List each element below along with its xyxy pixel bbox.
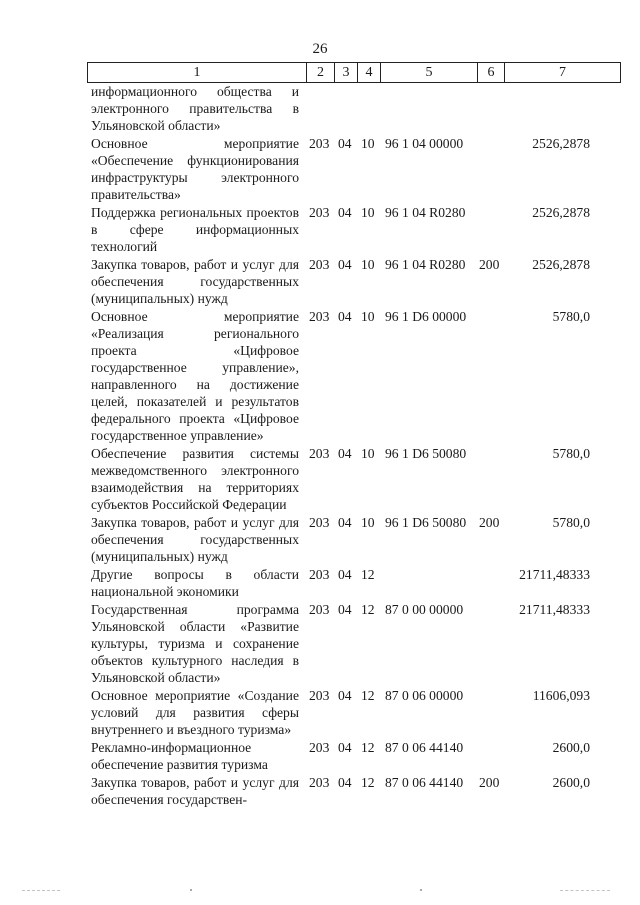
row-target-article: 96 1 04 R0280	[385, 257, 466, 272]
row-name: Закупка товаров, работ и услуг для обеспечения государствен-	[91, 775, 299, 807]
row-target-article: 87 0 06 00000	[385, 688, 464, 703]
table-row	[0, 601, 640, 686]
scan-artifact-line	[560, 890, 610, 891]
row-subsection-code: 10	[361, 205, 375, 220]
row-subsection-code: 10	[361, 446, 375, 461]
column-header-6: 6	[478, 63, 505, 83]
scan-artifact-dot	[420, 889, 422, 891]
row-amount: 21711,48333	[519, 567, 590, 582]
column-header-5: 5	[381, 63, 478, 83]
row-amount: 11606,093	[532, 688, 590, 703]
row-name: информационного общества и электронного правительства в Ульяновской области»	[91, 84, 299, 133]
scan-artifact-dot	[190, 889, 192, 891]
column-header-7: 7	[505, 63, 621, 83]
row-amount: 2526,2878	[532, 136, 590, 151]
row-amount: 2600,0	[552, 740, 590, 755]
column-header-1: 1	[88, 63, 307, 83]
row-amount: 21711,48333	[519, 602, 590, 617]
table-row	[0, 256, 640, 307]
row-section-code: 04	[338, 602, 352, 617]
row-target-article: 87 0 00 00000	[385, 602, 464, 617]
row-section-code: 04	[338, 136, 352, 151]
row-section-code: 04	[338, 567, 352, 582]
row-ministry-code: 203	[309, 257, 330, 272]
row-target-article: 96 1 D6 50080	[385, 515, 467, 530]
row-name: Основное мероприятие «Реализация регионального проекта «Цифровое государственное управление», направленного на достижение целей, показателей и результатов федерального проекта «Цифровое государственное управление»	[91, 309, 299, 443]
table-row	[0, 566, 640, 600]
row-section-code: 04	[338, 688, 352, 703]
row-target-article: 96 1 D6 00000	[385, 309, 467, 324]
row-expense-type: 200	[479, 775, 500, 790]
row-section-code: 04	[338, 205, 352, 220]
row-ministry-code: 203	[309, 602, 330, 617]
row-subsection-code: 12	[361, 775, 375, 790]
column-header-3: 3	[335, 63, 358, 83]
row-ministry-code: 203	[309, 136, 330, 151]
row-amount: 5780,0	[552, 446, 590, 461]
row-section-code: 04	[338, 309, 352, 324]
row-ministry-code: 203	[309, 446, 330, 461]
row-section-code: 04	[338, 257, 352, 272]
row-ministry-code: 203	[309, 688, 330, 703]
row-name: Поддержка региональных проектов в сфере информационных технологий	[91, 205, 299, 254]
row-ministry-code: 203	[309, 740, 330, 755]
row-ministry-code: 203	[309, 205, 330, 220]
column-header-4: 4	[358, 63, 381, 83]
row-subsection-code: 12	[361, 740, 375, 755]
row-subsection-code: 10	[361, 136, 375, 151]
row-amount: 5780,0	[552, 515, 590, 530]
row-target-article: 87 0 06 44140	[385, 740, 464, 755]
row-subsection-code: 12	[361, 602, 375, 617]
row-ministry-code: 203	[309, 567, 330, 582]
row-subsection-code: 10	[361, 309, 375, 324]
row-name: Другие вопросы в области национальной экономики	[91, 567, 299, 599]
row-name: Закупка товаров, работ и услуг для обеспечения государственных (муниципальных) нужд	[91, 257, 299, 306]
column-header-row	[88, 63, 621, 83]
row-section-code: 04	[338, 446, 352, 461]
row-expense-type: 200	[479, 257, 500, 272]
row-name: Закупка товаров, работ и услуг для обеспечения государственных (муниципальных) нужд	[91, 515, 299, 564]
row-subsection-code: 10	[361, 515, 375, 530]
row-name: Основное мероприятие «Обеспечение функционирования инфраструктуры электронного правительства»	[91, 136, 299, 202]
table-row	[0, 204, 640, 255]
row-name: Рекламно-информационное обеспечение развития туризма	[91, 740, 268, 772]
row-subsection-code: 12	[361, 688, 375, 703]
row-amount: 5780,0	[552, 309, 590, 324]
table-row	[0, 83, 640, 134]
row-subsection-code: 10	[361, 257, 375, 272]
row-ministry-code: 203	[309, 309, 330, 324]
table-row	[0, 687, 640, 738]
row-section-code: 04	[338, 515, 352, 530]
page-number: 26	[312, 41, 328, 57]
row-ministry-code: 203	[309, 515, 330, 530]
row-name: Государственная программа Ульяновской области «Развитие культуры, туризма и сохранение объектов культурного наследия в Ульяновской области»	[91, 602, 299, 685]
row-name: Основное мероприятие «Создание условий для развития сферы внутреннего и въездного туризма»	[91, 688, 299, 737]
table-row	[0, 739, 640, 773]
row-expense-type: 200	[479, 515, 500, 530]
table-row	[0, 774, 640, 808]
table-row	[0, 514, 640, 565]
row-amount: 2526,2878	[532, 257, 590, 272]
row-target-article: 96 1 04 R0280	[385, 205, 466, 220]
row-ministry-code: 203	[309, 775, 330, 790]
table-row	[0, 135, 640, 203]
table-row	[0, 445, 640, 513]
row-section-code: 04	[338, 740, 352, 755]
table-row	[0, 308, 640, 444]
row-name: Обеспечение развития системы межведомственного электронного взаимодействия на территориях субъектов Российской Федерации	[91, 446, 299, 512]
column-header-table	[87, 62, 621, 83]
row-target-article: 96 1 04 00000	[385, 136, 464, 151]
row-amount: 2526,2878	[532, 205, 590, 220]
column-header-2: 2	[307, 63, 335, 83]
row-section-code: 04	[338, 775, 352, 790]
scan-artifact-line	[22, 890, 60, 891]
row-target-article: 87 0 06 44140	[385, 775, 464, 790]
row-target-article: 96 1 D6 50080	[385, 446, 467, 461]
row-amount: 2600,0	[552, 775, 590, 790]
row-subsection-code: 12	[361, 567, 375, 582]
budget-table-body	[0, 83, 640, 809]
